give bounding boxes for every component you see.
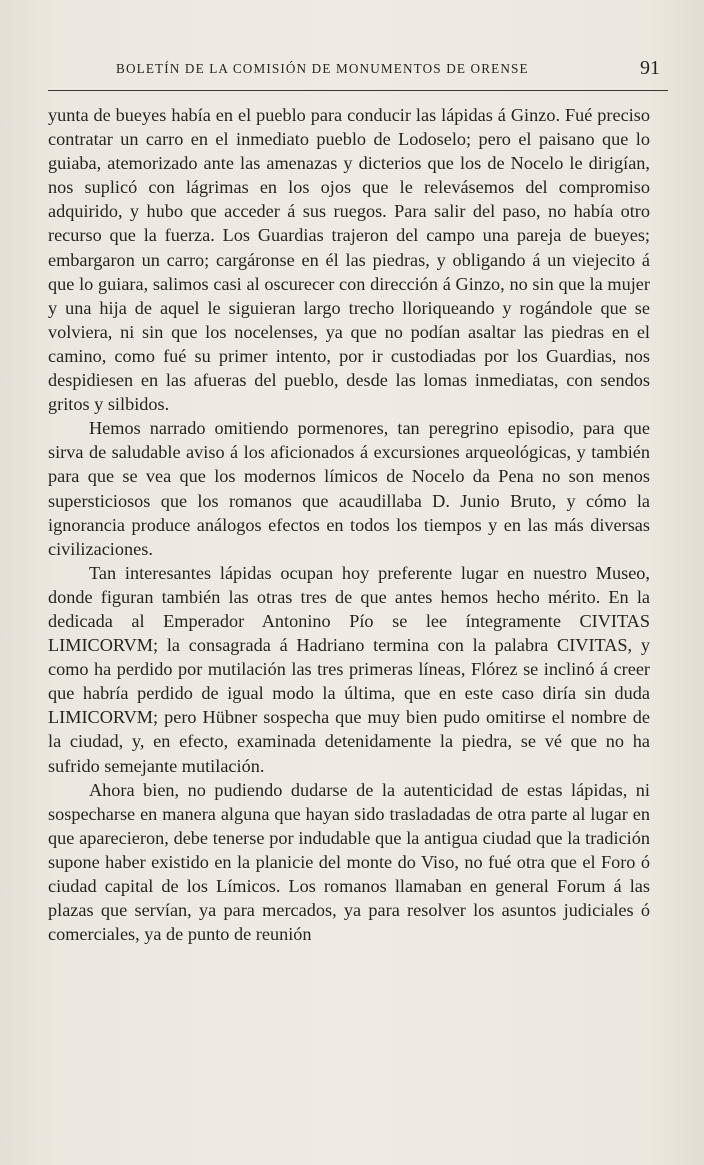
paragraph-museum-stones: Tan interesantes lápidas ocupan hoy preferente lugar en nuestro Museo, donde figuran también las otras tres de que antes hemos hecho mérito. En la dedicada al Emperador Antonino Pío se lee íntegramente CIVITAS LIMICORVM; la consagrada á Hadriano termina con la palabra CIVITAS, y como ha perdido por mutilación las tres primeras líneas, Flórez se inclinó á creer que habría perdido de igual modo la última, que en este caso diría sin duda LIMICORVM; pero Hübner sospecha que muy bien pudo omitirse el nombre de la ciudad, y, en efecto, examinada detenidamente la piedra, se vé que no ha sufrido semejante mutilación.	[48, 562, 650, 776]
paragraph-continuation: yunta de bueyes había en el pueblo para conducir las lápidas á Ginzo. Fué preciso contratar un carro en el inmediato pueblo de Lodoselo; pero el paisano que lo guiaba, atemorizado ante las amenazas y dicterios que los de Nocelo le dirigían, nos suplicó con lágrimas en los ojos que le relevásemos del compromiso adquirido, y hubo que acceder á sus ruegos. Para salir del paso, no había otro recurso que la fuerza. Los Guardias trajeron del campo una pareja de bueyes; embargaron un carro; cargáronse en él las piedras, y obligando á un viejecito á que lo guiara, salimos casi al oscurecer con dirección á Ginzo, no sin que la mujer y una hija de aquel le siguieran largo trecho lloriqueando y rogándole que se volviera, ni sin que los nocelenses, ya que no podían asaltar las piedras en el camino, como fué su primer intento, por ir custodiadas por los Guardias, nos despidiesen en las afueras del pueblo, desde las lomas inmediatas, con sendos gritos y silbidos.	[48, 105, 650, 415]
running-title: BOLETÍN DE LA COMISIÓN DE MONUMENTOS DE ORENSE	[116, 61, 529, 76]
paragraph-episode-summary: Hemos narrado omitiendo pormenores, tan peregrino episodio, para que sirva de saludable aviso á los aficionados á excursiones arqueológicas, y también para que se vea que los modernos límicos de Nocelo da Pena no son menos supersticiosos que los romanos que acaudillaba D. Junio Bruto, y cómo la ignorancia produce análogos efectos en todos los tiempos y en las más diversas civilizaciones.	[48, 418, 650, 559]
page-number: 91	[640, 57, 660, 79]
running-head	[48, 57, 668, 91]
paragraph-forum-conclusion: Ahora bien, no pudiendo dudarse de la autenticidad de estas lápidas, ni sospecharse en manera alguna que hayan sido trasladadas de otra parte al lugar en que aparecieron, debe tenerse por indudable que la antigua ciudad que la tradición supone haber existido en la planicie del monte do Viso, no fué otra que el Foro ó ciudad capital de los Límicos. Los romanos llamaban en general Forum á las plazas que servían, ya para mercados, ya para resolver los asuntos judiciales ó comerciales, ya de punto de reunión	[48, 779, 650, 945]
body-text	[48, 103, 650, 946]
